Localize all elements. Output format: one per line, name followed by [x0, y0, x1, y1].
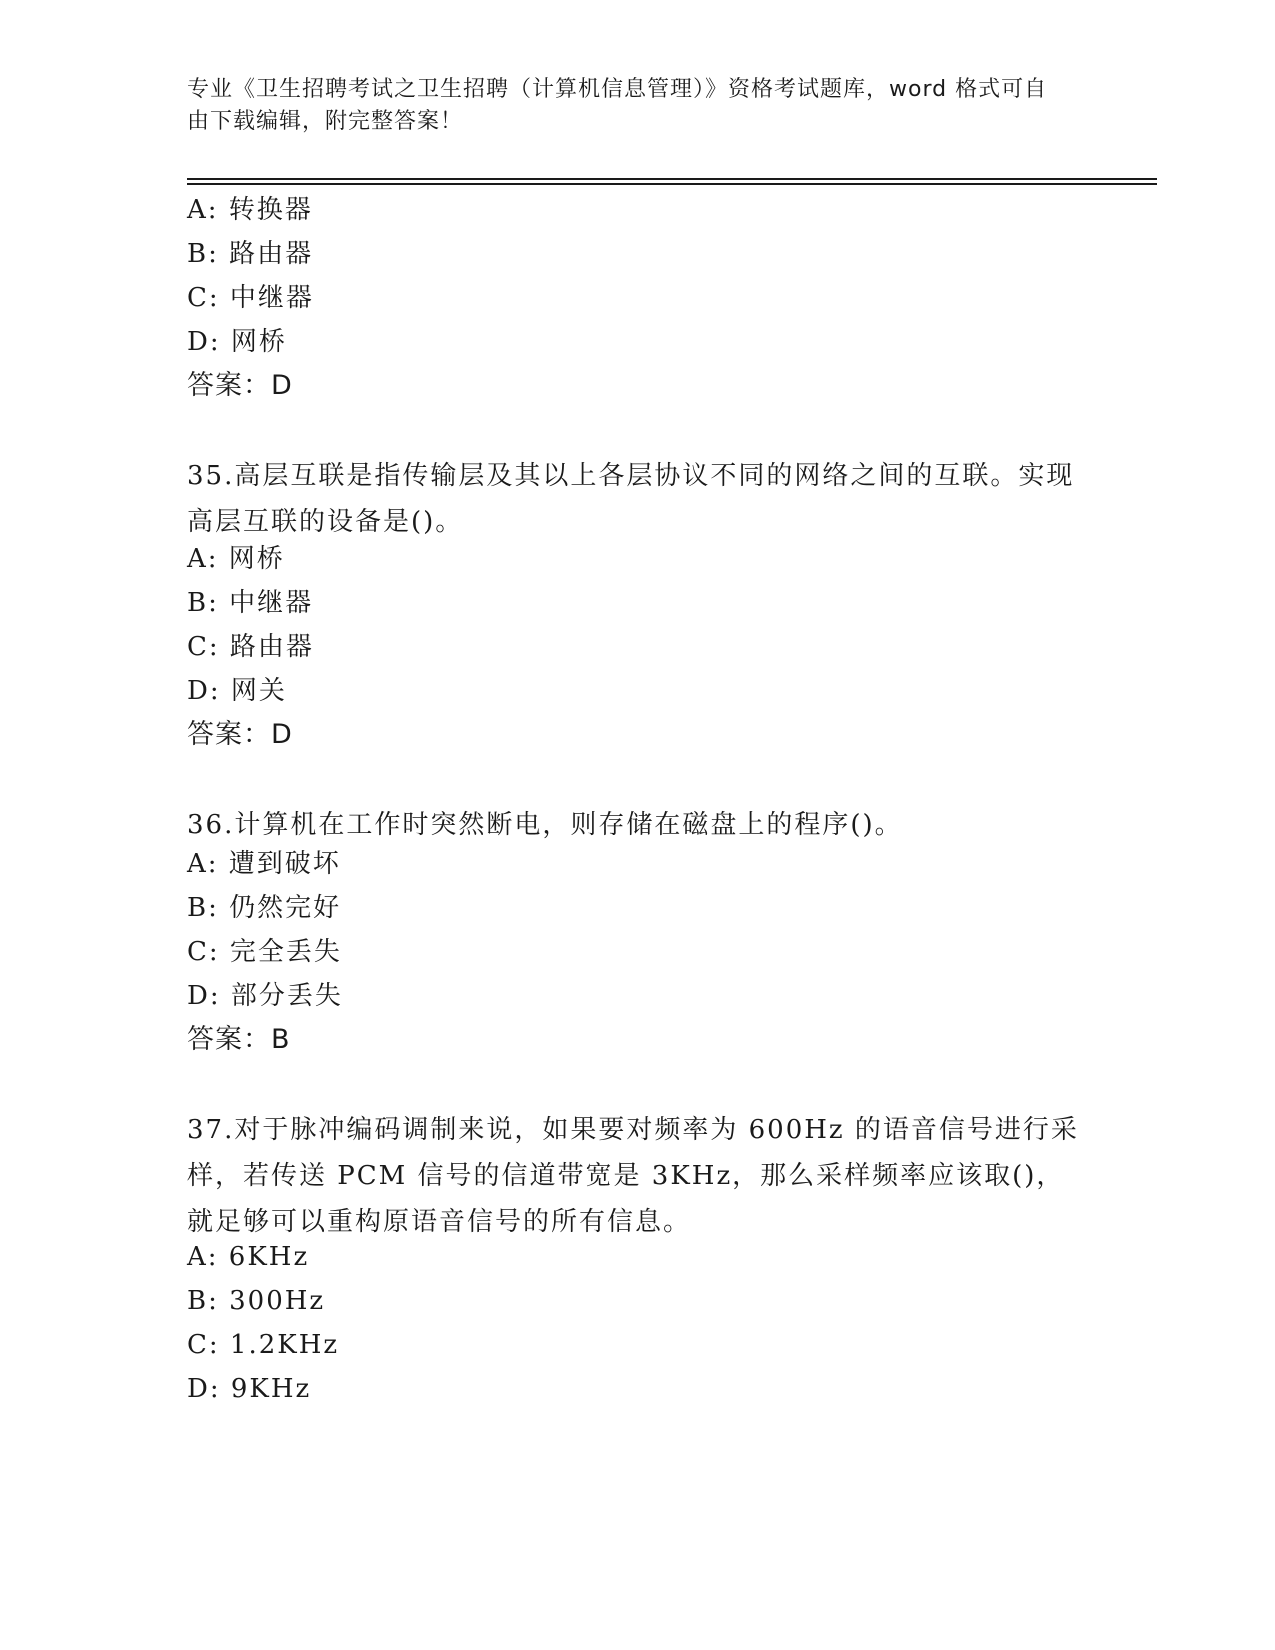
q35-option-a: A: 网桥: [187, 544, 285, 574]
q35-question: 35.高层互联是指传输层及其以上各层协议不同的网络之间的互联。实现高层互联的设备是()。: [187, 461, 1075, 537]
q36-answer: 答案：B: [187, 1024, 291, 1055]
q34-answer: 答案：D: [187, 370, 293, 401]
q36-question: 36.计算机在工作时突然断电，则存储在磁盘上的程序()。: [187, 810, 903, 840]
q34-option-b: B: 路由器: [187, 239, 314, 269]
q37-option-b: B: 300Hz: [187, 1286, 326, 1316]
q36-option-d: D: 部分丢失: [187, 981, 343, 1011]
document-header: 专业《卫生招聘考试之卫生招聘（计算机信息管理）》资格考试题库，word 格式可自由下载编辑，附完整答案！: [187, 77, 1048, 134]
q34-option-c: C: 中继器: [187, 283, 314, 313]
q35-option-c: C: 路由器: [187, 632, 314, 662]
q37-option-a: A: 6KHz: [187, 1242, 310, 1272]
q37-option-c: C: 1.2KHz: [187, 1330, 340, 1360]
q36-option-c: C: 完全丢失: [187, 937, 342, 967]
q36-option-b: B: 仍然完好: [187, 893, 342, 923]
q34-option-d: D: 网桥: [187, 327, 287, 357]
q35-answer: 答案：D: [187, 719, 293, 750]
header-divider-bottom: [187, 183, 1157, 185]
header-divider-top: [187, 178, 1157, 180]
q37-question: 37.对于脉冲编码调制来说，如果要对频率为 600Hz 的语音信号进行采样，若传送 PCM 信号的信道带宽是 3KHz，那么采样频率应该取()，就足够可以重构原语音信号的所有信息。: [187, 1115, 1079, 1237]
q37-option-d: D: 9KHz: [187, 1374, 312, 1404]
q35-option-b: B: 中继器: [187, 588, 314, 618]
q34-option-a: A: 转换器: [187, 195, 313, 225]
q36-option-a: A: 遭到破坏: [187, 849, 341, 879]
q35-option-d: D: 网关: [187, 676, 287, 706]
